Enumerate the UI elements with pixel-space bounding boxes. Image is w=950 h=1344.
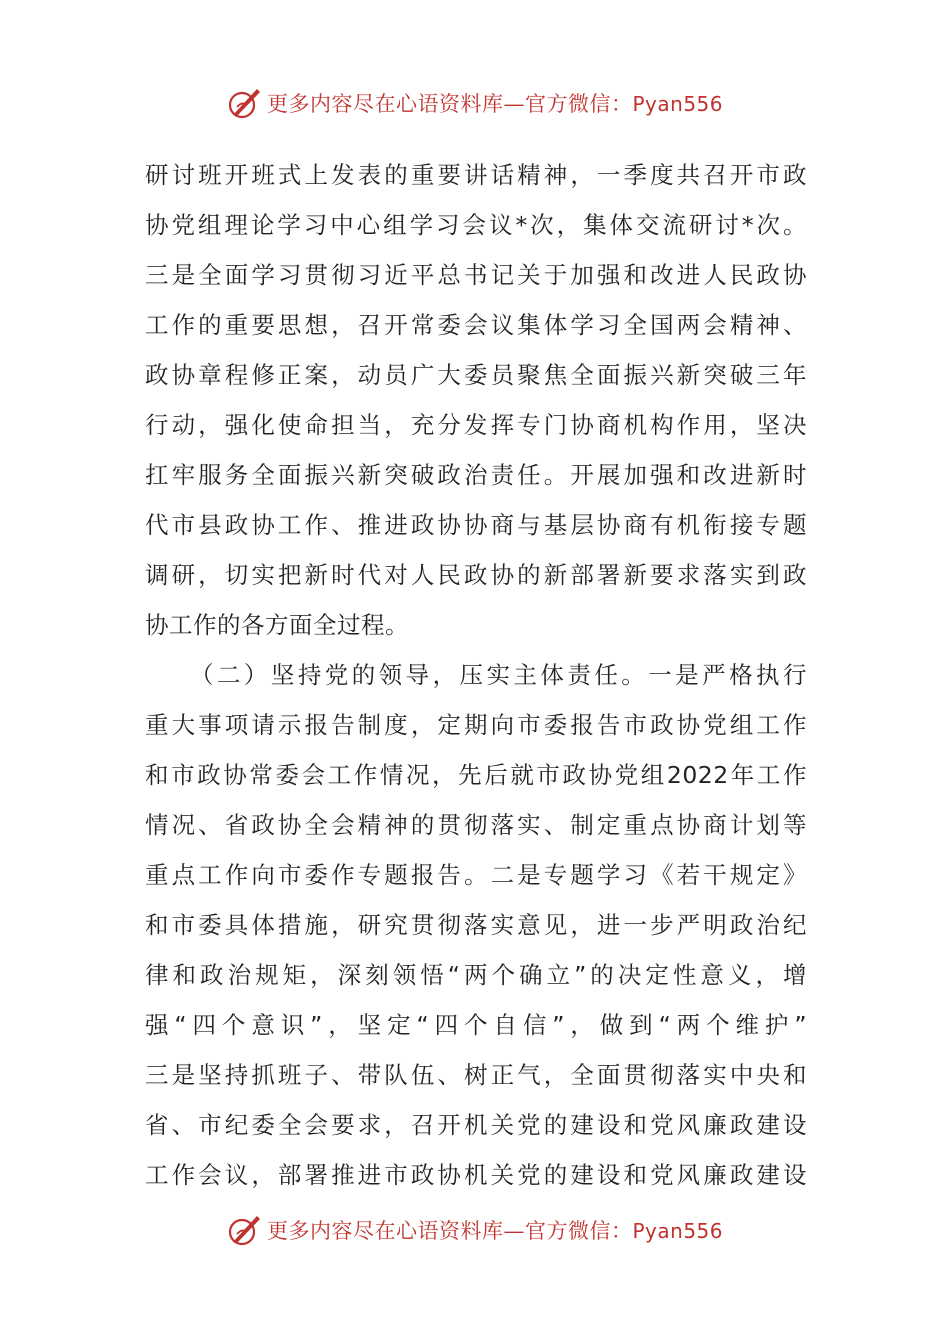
text-line: 扛牢服务全面振兴新突破政治责任。开展加强和改进新时 <box>145 461 807 489</box>
footer-banner <box>0 1210 950 1250</box>
banner-main-text: 更多内容尽在心语资料库 <box>266 92 504 116</box>
text-line: 律和政治规矩，深刻领悟“两个确立”的决定性意义，增 <box>145 961 807 989</box>
text-line: 代市县政协工作、推进政协协商与基层协商有机衔接专题 <box>145 511 807 539</box>
section-heading-line: （二）坚持党的领导，压实主体责任。一是严格执行 <box>190 661 807 689</box>
banner-text <box>267 1215 723 1245</box>
quill-pen-logo-icon <box>227 1212 263 1248</box>
banner-wechat-id: Pyan556 <box>632 1219 723 1243</box>
text-line: 重大事项请示报告制度，定期向市委报告市政协党组工作 <box>145 711 807 739</box>
text-line: 和市委具体措施，研究贯彻落实意见，进一步严明政治纪 <box>145 911 807 939</box>
text-line: 和市政协常委会工作情况，先后就市政协党组2022年工作 <box>145 761 807 789</box>
banner-text <box>267 88 723 118</box>
text-line: 协工作的各方面全过程。 <box>145 611 409 639</box>
text-line: 情况、省政协全会精神的贯彻落实、制定重点协商计划等 <box>145 811 807 839</box>
banner-main-text: 更多内容尽在心语资料库 <box>266 1219 504 1243</box>
banner-wechat-label: 官方微信： <box>524 1219 633 1243</box>
banner-wechat-id: Pyan556 <box>632 92 723 116</box>
text-line: 重点工作向市委作专题报告。二是专题学习《若干规定》 <box>145 861 807 889</box>
text-line: 协党组理论学习中心组学习会议*次，集体交流研讨*次。 <box>145 211 807 239</box>
text-line: 省、市纪委全会要求，召开机关党的建设和党风廉政建设 <box>145 1111 807 1139</box>
text-line: 政协章程修正案，动员广大委员聚焦全面振兴新突破三年 <box>145 361 807 389</box>
text-line: 三是坚持抓班子、带队伍、树正气，全面贯彻落实中央和 <box>145 1061 807 1089</box>
text-line: 行动，强化使命担当，充分发挥专门协商机构作用，坚决 <box>145 411 807 439</box>
text-line: 工作的重要思想，召开常委会议集体学习全国两会精神、 <box>145 311 807 339</box>
banner-dash: — <box>503 92 525 116</box>
quill-pen-logo-icon <box>227 85 263 121</box>
header-banner <box>0 83 950 123</box>
banner-dash: — <box>503 1219 525 1243</box>
document-body <box>145 150 807 1200</box>
text-line: 强“四个意识”，坚定“四个自信”，做到“两个维护” <box>145 1011 807 1039</box>
banner-wechat-label: 官方微信： <box>524 92 633 116</box>
text-line: 三是全面学习贯彻习近平总书记关于加强和改进人民政协 <box>145 261 807 289</box>
text-line: 调研，切实把新时代对人民政协的新部署新要求落实到政 <box>145 561 807 589</box>
text-line: 研讨班开班式上发表的重要讲话精神，一季度共召开市政 <box>145 161 807 189</box>
text-line: 工作会议，部署推进市政协机关党的建设和党风廉政建设 <box>145 1161 807 1189</box>
